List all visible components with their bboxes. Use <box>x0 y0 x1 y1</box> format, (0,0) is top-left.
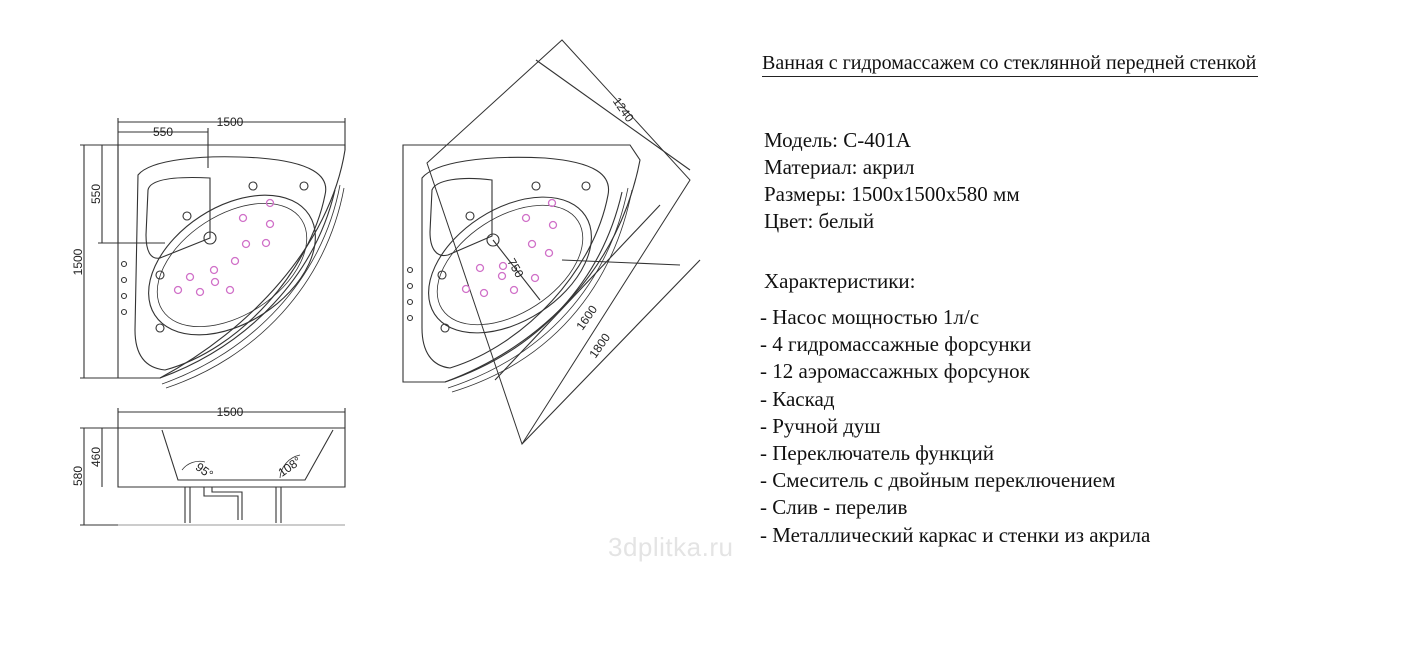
feature-item: - Переключатель функций <box>760 441 995 466</box>
rotated-side-label: 1240 <box>609 94 637 125</box>
spec-material: Материал: акрил <box>764 155 915 179</box>
product-title: Ванная с гидромассажем со стеклянной передней стенкой <box>762 50 1258 77</box>
spec-list <box>764 127 1020 235</box>
top-view-drawing <box>80 118 345 388</box>
seat-width-label: 550 <box>152 125 174 139</box>
feature-item: - Каскад <box>760 386 835 411</box>
feature-item: - Металлический каркас и стенки из акрила <box>760 522 1151 547</box>
side-view-drawing <box>80 408 345 525</box>
feature-list <box>760 304 1150 549</box>
feature-item: - Насос мощностью 1л/с <box>760 305 980 329</box>
seat-depth-label: 550 <box>89 183 103 205</box>
top-height-label: 1500 <box>71 248 85 276</box>
inner-width-label: 750 <box>504 255 527 281</box>
top-width-label: 1500 <box>216 115 244 129</box>
feature-item: - 4 гидромассажные форсунки <box>760 332 1032 357</box>
spec-dimensions: Размеры: 1500х1500х580 мм <box>764 182 1020 206</box>
inner-depth-label: 460 <box>89 446 103 468</box>
feature-item: - Слив - перелив <box>760 495 908 520</box>
angle-right-label: 108° <box>275 453 304 480</box>
feature-item: - Смеситель с двойным переключением <box>760 468 1116 493</box>
angle-left-label: 95° <box>192 459 216 482</box>
spec-color: Цвет: белый <box>764 209 875 233</box>
inner-length-label: 1600 <box>573 302 601 333</box>
watermark-text: 3dplitka.ru <box>608 532 734 562</box>
outer-length-label: 1800 <box>586 330 614 361</box>
feature-item: - Ручной душ <box>760 413 881 438</box>
side-height-label: 580 <box>71 465 85 487</box>
feature-item: - 12 аэромассажных форсунок <box>760 359 1030 384</box>
side-width-label: 1500 <box>216 405 244 419</box>
rotated-view-drawing <box>403 40 700 444</box>
features-heading: Характеристики: <box>764 269 916 293</box>
spec-model: Модель: С-401А <box>764 128 911 152</box>
